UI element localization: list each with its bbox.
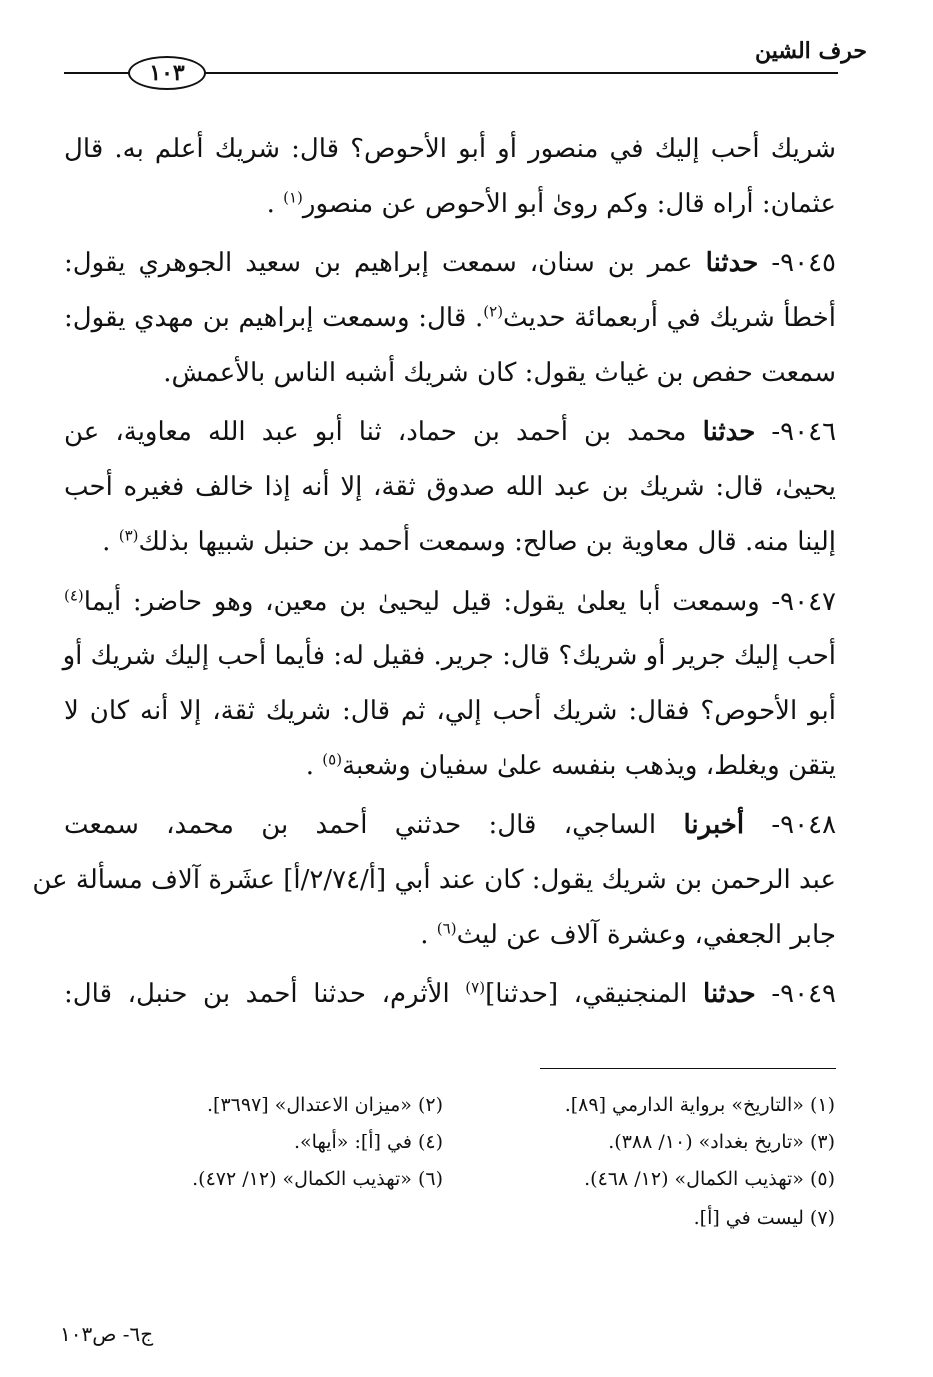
footnote-ref: (٤) [64,585,84,604]
text-run: عبد الرحمن بن شريك يقول: كان عند أبي [أ/٢/٧٤/أ] عشَرة آلاف مسألة عن [32,864,836,895]
narration-keyword: حدثنا [702,417,756,448]
text-run: يتقن ويغلط، ويذهب بنفسه علىٰ سفيان وشعبة [342,750,836,781]
text-run: يحيىٰ، قال: شريك بن عبد الله صدوق ثقة، إلا أنه إذا خالف فغيره أحب [64,472,836,503]
main-text [32,122,837,1022]
text-run: أحب إليك جرير أو شريك؟ قال: جرير. فقيل له: فأيما أحب إليك شريك أو [62,641,836,672]
page-number-oval [128,56,206,90]
text-run: عمر بن سنان، سمعت إبراهيم بن سعيد الجوهري يقول: [64,248,693,279]
header-rule-left [64,72,130,74]
text-line [64,460,836,515]
text-line [64,908,836,963]
footnote-7: (٧) ليست في [أ]. [693,1207,835,1229]
footnote-ref: (٢) [483,302,504,321]
text-line [64,684,836,739]
text-run: أبو الأحوص؟ فقال: شريك أحب إلي، ثم قال: شريك ثقة، إلا أنه كان لا [64,695,836,726]
narration-keyword: حدثنا [703,979,756,1010]
text-line [64,236,836,291]
text-run: سمعت حفص بن غياث يقول: كان شريك أشبه الناس بالأعمش. [163,357,836,388]
text-run: ٩٠٤٧- وسمعت أبا يعلىٰ يقول: قيل ليحيىٰ بن معين، وهو حاضر: أيما [83,586,836,617]
footnote-ref: (٥) [322,749,343,768]
text-run: . [420,919,429,950]
text-line [64,291,836,346]
text-line [64,629,836,684]
footnote-1: (١) «التاريخ» برواية الدارمي [٨٩]. [564,1094,835,1116]
footnote-3: (٣) «تاريخ بغداد» (١٠/ ٣٨٨). [608,1131,835,1153]
text-run: أخطأ شريك في أربعمائة حديث [503,303,836,334]
text-run: . قال: وسمعت إبراهيم بن مهدي يقول: [64,303,484,334]
footnote-6: (٦) «تهذيب الكمال» (١٢/ ٤٧٢). [192,1168,443,1190]
text-line [64,515,836,570]
footnote-ref: (٣) [118,526,139,545]
text-line [64,967,836,1022]
text-line [64,405,836,460]
text-run: عثمان: أراه قال: وكم روىٰ أبو الأحوص عن منصور [302,188,836,219]
entry-number: ٩٠٤٥- [771,248,837,279]
narration-keyword: أخبرنا [683,810,745,841]
footnote-ref: (١) [283,188,303,207]
text-run: . [305,750,315,781]
footnote-ref: (٦) [436,918,457,937]
footnote-ref: (٧) [465,978,486,997]
entry-number: ٩٠٤٩- [771,979,837,1010]
text-run: جابر الجعفي، وعشرة آلاف عن ليث [456,919,836,950]
text-line [64,177,836,232]
text-line [64,346,836,401]
text-run: . [102,526,111,557]
text-run: الساجي، قال: حدثني أحمد بن محمد، سمعت [64,810,657,841]
text-line [64,575,836,630]
text-run: إلينا منه. قال معاوية بن صالح: وسمعت أحمد بن حنبل شبيها بذلك [138,526,836,557]
volume-page-reference: ج٦- ص١٠٣ [60,1322,154,1346]
footnote-5: (٥) «تهذيب الكمال» (١٢/ ٤٦٨). [584,1168,835,1190]
narration-keyword: حدثنا [705,248,759,279]
text-run: المنجنيقي، [حدثنا] [485,979,688,1010]
footnote-2: (٢) «ميزان الاعتدال» [٣٦٩٧]. [207,1094,443,1116]
text-line [32,853,836,908]
text-line [64,122,836,177]
running-header-title: حرف الشين [754,38,867,64]
text-run: محمد بن أحمد بن حماد، ثنا أبو عبد الله معاوية، عن [64,417,687,448]
text-run: شريك أحب إليك في منصور أو أبو الأحوص؟ قال: شريك أعلم به. قال [64,134,836,164]
page-number: ١٠٣ [149,60,185,86]
entry-number: ٩٠٤٦- [771,417,837,448]
text-line [64,739,836,794]
text-run: . [266,188,275,219]
header-rule-right [204,72,838,74]
footnote-4: (٤) في [أ]: «أيها». [294,1131,443,1153]
text-line [64,798,836,853]
entry-number: ٩٠٤٨- [771,810,837,841]
footnote-separator [540,1068,836,1069]
text-run: الأثرم، حدثنا أحمد بن حنبل، قال: [64,979,450,1010]
